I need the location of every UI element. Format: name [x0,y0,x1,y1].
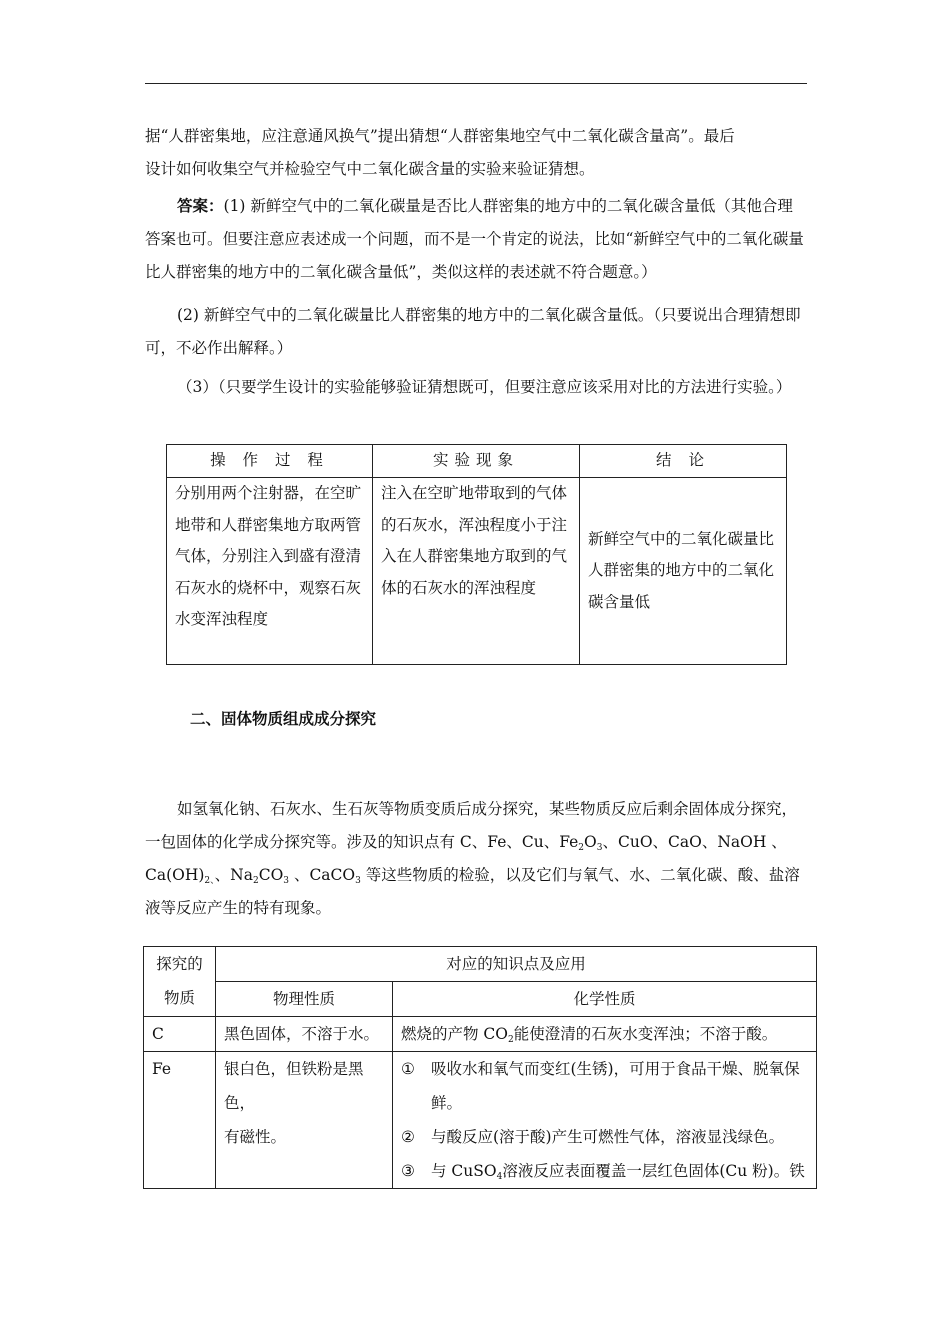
sub-na2: 2 [252,876,259,886]
cell-physical [216,1052,393,1189]
section-2-paragraph [145,793,807,925]
para-text-d: CO [258,866,284,884]
sub-oh2: 2、 [204,876,215,886]
physical-text-2: 有磁性。 [224,1128,287,1146]
header-substance: 探究的物质 [144,947,216,1017]
list-item: ③ 与 CuSO$_4$溶液反应表面覆盖一层红色固体(Cu 粉)。铁 [401,1162,805,1182]
para-o: O [584,833,597,851]
answer-1-text: (1) 新鲜空气中的二氧化碳量是否比人群密集的地方中的二氧化碳含量低（其他合理答案也可。但要注意应表述成一个问题，而不是一个肯定的说法，比如“新鲜空气中的二氧化碳量比人群密集的地方中的二氧化碳含量低”，类似这样的表述就不符合题意。） [145,197,804,281]
header-procedure: 操 作 过 程 [167,445,373,478]
answer-2-text: (2) 新鲜空气中的二氧化碳量比人群密集的地方中的二氧化碳含量低。（只要说出合理猜想即可，不必作出解释。） [145,306,801,357]
header-chemical: 化学性质 [393,982,817,1017]
para-text-c: 、Na [214,866,253,884]
para-text-a: 如氢氧化钠、石灰水、生石灰等物质变质后成分探究，某些物质反应后剩余固体成分探究，一包固体的化学成分探究等。涉及的知识点有 C、Fe、Cu、Fe [145,800,798,851]
cell-chemical: 燃烧的产物 $CO_2$能使澄清的石灰水变浑浊；不溶于酸。 [393,1017,817,1052]
table-header-row [167,445,787,478]
sub-fe2: 2 [578,843,585,853]
knowledge-table [143,946,817,1189]
cell-phenomenon: 注入在空旷地带取到的气体的石灰水，浑浊程度小于注入在人群密集地方取到的气体的石灰水的浑浊程度 [373,478,580,665]
answer-3-text: （3）（只要学生设计的实验能够验证猜想既可，但要注意应该采用对比的方法进行实验。） [177,378,792,396]
cell-substance: C [144,1017,216,1052]
intro-line-1: 据“人群密集地，应注意通风换气”提出猜想“人群密集地空气中二氧化碳含量高”。最后 [145,127,735,145]
section-2-title: 二、固体物质组成成分探究 [190,710,377,728]
para-text-b: 、CuO、CaO、NaOH 、Ca(OH) [145,833,787,884]
table-row [167,478,787,665]
table-row [144,1052,817,1189]
experiment-table [166,444,787,665]
table-header-row [144,947,817,982]
answer-paragraph-2 [145,299,807,365]
cell-procedure: 分别用两个注射器，在空旷地带和人群密集地方取两管气体，分别注入到盛有澄清石灰水的烧杯中，观察石灰水变浑浊程度 [167,478,373,665]
para-text-f: 等这些物质的检验，以及它们与氧气、水、二氧化碳、酸、盐溶液等反应产生的特有现象。 [145,866,800,917]
answer-label: 答案： [177,197,224,215]
table-row [144,1017,817,1052]
cell-substance: Fe [144,1052,216,1189]
table-subheader-row [144,982,817,1017]
list-item: ② 与酸反应(溶于酸)产生可燃性气体，溶液显浅绿色。 [401,1128,785,1146]
answer-paragraph-1 [145,190,807,289]
cell-chemical [393,1052,817,1189]
cell-conclusion: 新鲜空气中的二氧化碳量比人群密集的地方中的二氧化碳含量低 [580,478,787,665]
list-item: ① 吸收水和氧气而变红(生锈)，可用于食品干燥、脱氧保鲜。 [401,1060,800,1112]
header-rule [145,83,807,84]
cell-physical: 黑色固体，不溶于水。 [216,1017,393,1052]
header-conclusion: 结 论 [580,445,787,478]
header-knowledge: 对应的知识点及应用 [216,947,817,982]
header-phenomenon: 实验现象 [373,445,580,478]
intro-paragraph [145,120,807,186]
intro-line-2: 设计如何收集空气并检验空气中二氧化碳含量的实验来验证猜想。 [145,160,595,178]
para-text-e: 、CaCO [289,866,356,884]
sub-co3: 3 [283,876,290,886]
answer-paragraph-3 [145,371,807,404]
sub-o3: 3 [596,843,603,853]
header-physical: 物理性质 [216,982,393,1017]
sub-caco3: 3 [355,876,361,886]
physical-text-1: 银白色，但铁粉是黑色， [224,1060,364,1112]
